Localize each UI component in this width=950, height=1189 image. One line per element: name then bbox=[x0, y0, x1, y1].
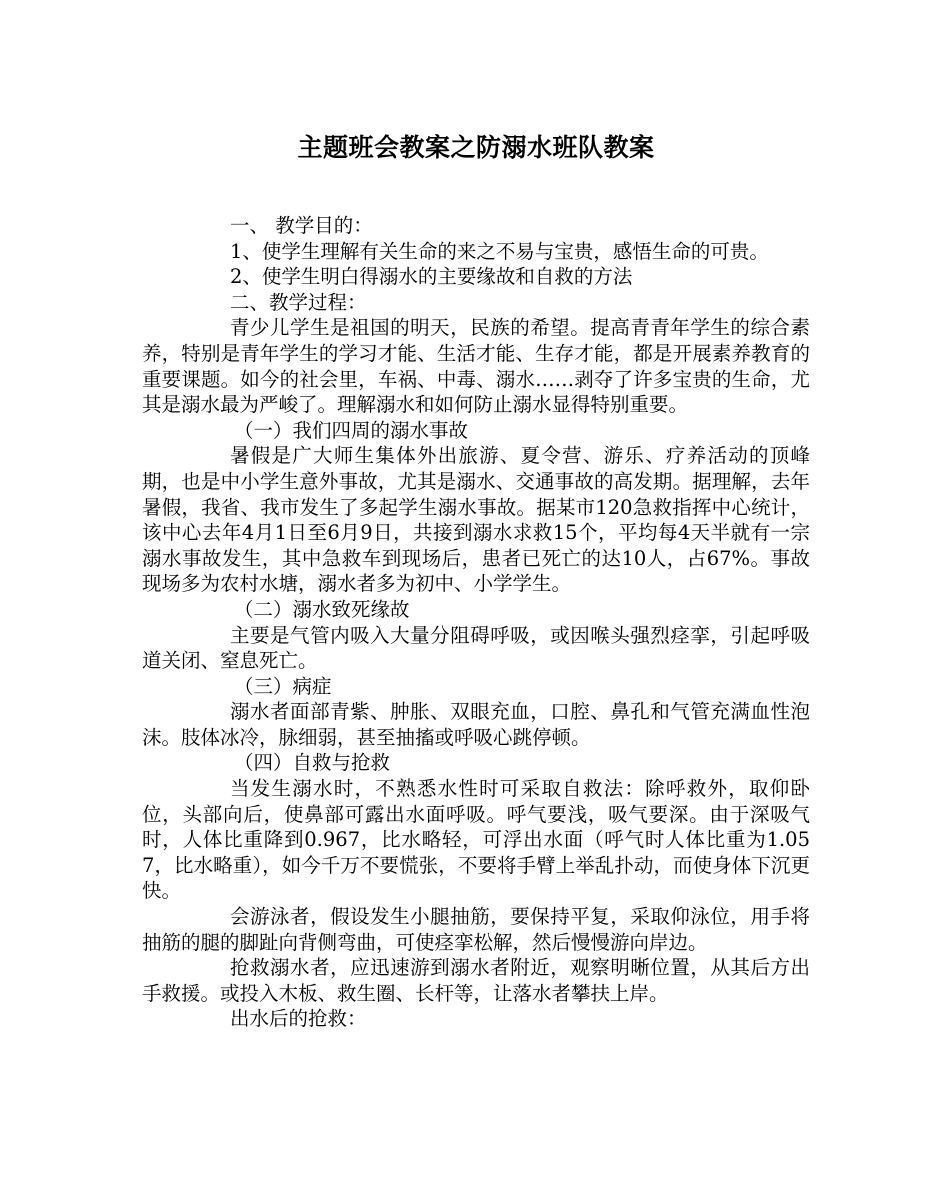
paragraph: 一、 教学目的： bbox=[230, 214, 373, 237]
paragraph: 1、使学生理解有关生命的来之不易与宝贵，感悟生命的可贵。 bbox=[230, 239, 769, 263]
paragraph: 会游泳者，假设发生小腿抽筋，要保持平复，采取仰泳位，用手将抽筋的腿的脚趾向背侧弯曲，可使痉挛松解，然后慢慢游向岸边。 bbox=[142, 905, 810, 954]
document-title: 主题班会教案之防溺水班队教案 bbox=[297, 133, 655, 162]
paragraph: 抢救溺水者，应迅速游到溺水者附近，观察明晰位置，从其后方出手救援。或投入木板、救生圈、长杆等，让落水者攀扶上岸。 bbox=[142, 956, 810, 1005]
paragraph: 出水后的抢救： bbox=[230, 1007, 367, 1031]
paragraph: 主要是气管内吸入大量分阻碍呼吸，或因喉头强烈痉挛，引起呼吸道关闭、窒息死亡。 bbox=[142, 623, 810, 673]
paragraph: （一）我们四周的溺水事故 bbox=[234, 418, 469, 442]
paragraph: （三）病症 bbox=[234, 674, 332, 698]
paragraph: 当发生溺水时，不熟悉水性时可采取自救法：除呼救外，取仰卧位，头部向后，使鼻部可露出水面呼吸。呼气要浅，吸气要深。由于深吸气时，人体比重降到0.967，比水略轻，可浮出水面（呼气时人体比重为1.057，比水略重），如今千万不要慌张，不要将手臂上举乱扑动，而使身体下沉更快。 bbox=[142, 777, 810, 903]
paragraph: 青少儿学生是祖国的明天，民族的希望。提高青青年学生的综合素养，特别是青年学生的学习才能、生活才能、生存才能，都是开展素养教育的重要课题。如今的社会里，车祸、中毒、溺水……剥夺了许多宝贵的生命，尤其是溺水最为严峻了。理解溺水和如何防止溺水显得特别重要。 bbox=[142, 316, 810, 417]
paragraph: 溺水者面部青紫、肿胀、双眼充血，口腔、鼻孔和气管充满血性泡沫。肢体冰冷，脉细弱，甚至抽搐或呼吸心跳停顿。 bbox=[142, 700, 810, 749]
document-page bbox=[142, 128, 810, 1032]
paragraph: （二）溺水致死缘故 bbox=[234, 597, 410, 621]
paragraph: 二、教学过程： bbox=[230, 290, 367, 314]
paragraph: 暑假是广大师生集体外出旅游、夏令营、游乐、疗养活动的顶峰期，也是中小学生意外事故，尤其是溺水、交通事故的高发期。据理解，去年暑假，我省、我市发生了多起学生溺水事故。据某市120急救指挥中心统计，该中心去年4月1日至6月9日，共接到溺水求救15个，平均每4天半就有一宗溺水事故发生，其中急救车到现场后，患者已死亡的达10人，占67%。事故现场多为农村水塘，溺水者多为初中、小学学生。 bbox=[142, 444, 810, 596]
paragraph: 2、使学生明白得溺水的主要缘故和自救的方法 bbox=[230, 265, 633, 289]
paragraph: （四）自救与抢救 bbox=[234, 751, 391, 775]
document-body bbox=[142, 213, 810, 1032]
